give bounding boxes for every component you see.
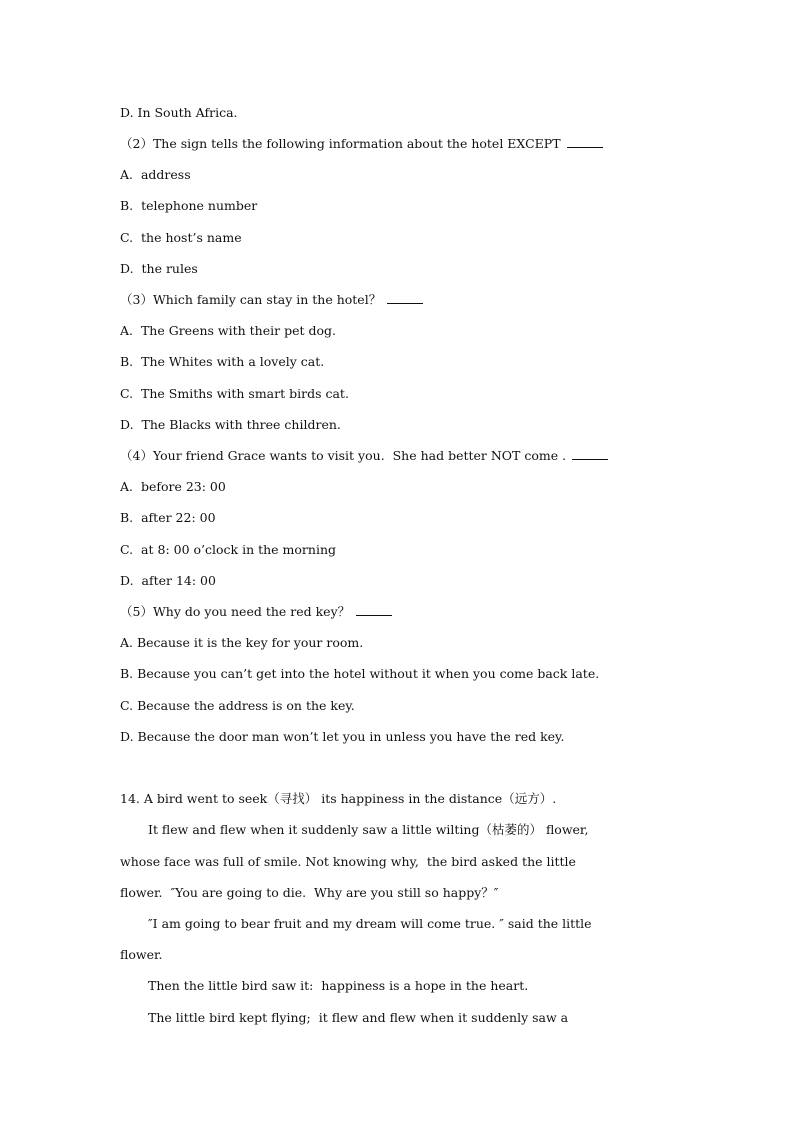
q3-stem: （3）Which family can stay in the hotel？ <box>120 292 386 307</box>
q5-answer-blank[interactable] <box>356 605 392 616</box>
q5-option-b: B. Because you can’t get into the hotel without it when you come back late. <box>120 666 600 681</box>
q5-option-c: C. Because the address is on the key. <box>120 698 355 713</box>
q2-answer-blank[interactable] <box>567 137 603 148</box>
q5-option-d: D. Because the door man won’t let you in unless you have the red key. <box>120 729 565 744</box>
q14-paragraph-line: The little bird kept flying; it flew and flew when it suddenly saw a <box>148 1010 569 1025</box>
q4-option-c: C. at 8: 00 o’clock in the morning <box>120 542 336 557</box>
q2-option-b: B. telephone number <box>120 198 258 213</box>
q5-stem: （5）Why do you need the red key？ <box>120 604 355 619</box>
q14-title: 14. A bird went to seek（寻找） its happiness in the distance（远方）. <box>120 791 557 806</box>
q2-stem-line <box>120 136 603 152</box>
q3-option-a: A. The Greens with their pet dog. <box>120 323 336 338</box>
q1-option-d: D. In South Africa. <box>120 105 238 120</box>
q3-stem-line <box>120 292 423 308</box>
q2-stem: （2）The sign tells the following information about the hotel EXCEPT <box>120 136 565 151</box>
q4-stem-line <box>120 448 608 464</box>
q3-answer-blank[interactable] <box>387 293 423 304</box>
q3-option-b: B. The Whites with a lovely cat. <box>120 354 325 369</box>
q14-paragraph-line: flower. ″You are going to die. Why are you still so happy？″ <box>120 885 499 900</box>
q14-paragraph-line: It flew and flew when it suddenly saw a little wilting（枯萎的） flower, <box>148 822 589 837</box>
q4-option-b: B. after 22: 00 <box>120 510 216 525</box>
q2-option-d: D. the rules <box>120 261 198 276</box>
q5-option-a: A. Because it is the key for your room. <box>120 635 364 650</box>
q4-stem: （4）Your friend Grace wants to visit you. She had better NOT come . <box>120 448 571 463</box>
q4-answer-blank[interactable] <box>572 449 608 460</box>
q14-paragraph-line: ″I am going to bear fruit and my dream will come true. ″ said the little <box>148 916 592 931</box>
q2-option-a: A. address <box>120 167 191 182</box>
q14-paragraph-line: whose face was full of smile. Not knowing why, the bird asked the little <box>120 854 576 869</box>
q3-option-d: D. The Blacks with three children. <box>120 417 341 432</box>
q2-option-c: C. the host’s name <box>120 230 242 245</box>
q4-option-d: D. after 14: 00 <box>120 573 216 588</box>
q4-option-a: A. before 23: 00 <box>120 479 226 494</box>
q5-stem-line <box>120 604 392 620</box>
q3-option-c: C. The Smiths with smart birds cat. <box>120 386 349 401</box>
q14-paragraph-line: flower. <box>120 947 163 962</box>
q14-paragraph-line: Then the little bird saw it: happiness is a hope in the heart. <box>148 978 529 993</box>
